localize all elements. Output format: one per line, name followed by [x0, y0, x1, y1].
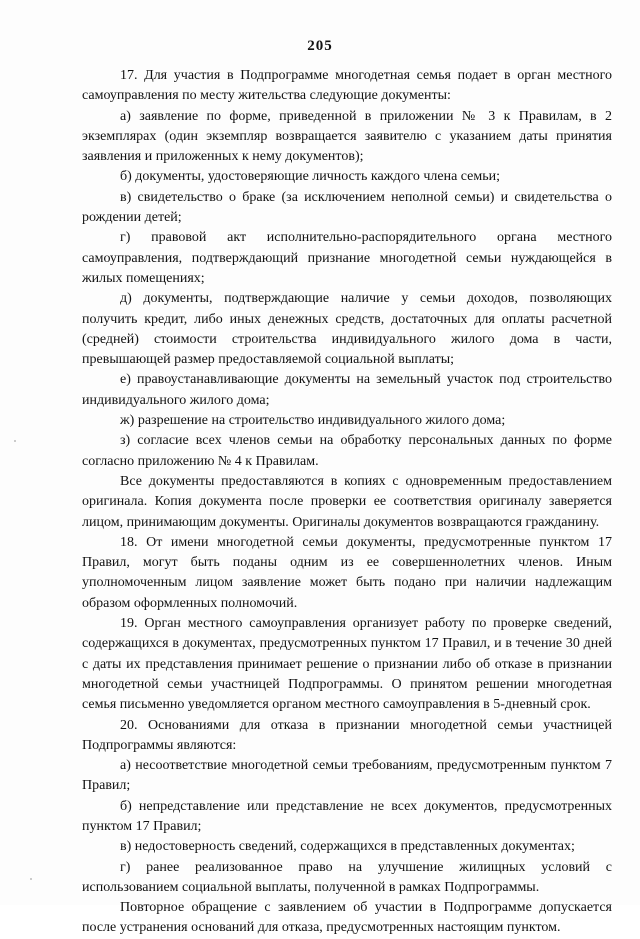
list-item-zh: ж) разрешение на строительство индивидуального жилого дома;	[120, 413, 506, 429]
paragraph-repeat-application: Повторное обращение с заявлением об участии в Подпрограмме допускается после устранения оснований для отказа, предусмотренных настоящим пунктом.	[82, 900, 612, 936]
page-number: 205	[307, 38, 333, 54]
list-item-a: а) заявление по форме, приведенной в приложении № 3 к Правилам, в 2 экземплярах (один экземпляр возвращается заявителю с указанием даты принятия заявления и приложенных к нему документов);	[82, 108, 612, 165]
refusal-item-v: в) недостоверность сведений, содержащихся в представленных документах;	[120, 839, 575, 855]
document-body	[82, 66, 612, 939]
refusal-item-a: а) несоответствие многодетной семьи требованиям, предусмотренным пунктом 7 Правил;	[82, 758, 612, 794]
list-item-d: д) документы, подтверждающие наличие у семьи доходов, позволяющих получить кредит, либо иных денежных средств, достаточных для оплаты расчетной (средней) стоимости строительства индивидуального жилого дома в части, превышающей размер предоставляемой социальной выплаты;	[82, 291, 612, 368]
scan-speck	[14, 440, 16, 442]
paragraph-copies-note: Все документы предоставляются в копиях с одновременным предоставлением оригинала. Копия документа после проверки ее соответствия оригиналу заверяется лицом, принимающим документы. Оригиналы документов возвращаются гражданину.	[82, 473, 612, 530]
list-item-e: е) правоустанавливающие документы на земельный участок под строительство индивидуального жилого дома;	[82, 372, 612, 408]
paragraph-19: 19. Орган местного самоуправления организует работу по проверке сведений, содержащихся в документах, предусмотренных пунктом 17 Правил, и в течение 30 дней с даты их представления принимает решение о признании либо об отказе в признании многодетной семьи участницей Подпрограммы. О принятом решении многодетная семья письменно уведомляется органом местного самоуправления в 5-дневный срок.	[82, 616, 612, 713]
scan-speck	[30, 878, 32, 880]
refusal-item-b: б) непредставление или представление не всех документов, предусмотренных пунктом 17 Правил;	[82, 798, 612, 834]
paragraph-20-intro: 20. Основаниями для отказа в признании многодетной семьи участницей Подпрограммы являются:	[82, 717, 612, 753]
list-item-b: б) документы, удостоверяющие личность каждого члена семьи;	[120, 169, 501, 185]
paragraph-18: 18. От имени многодетной семьи документы, предусмотренные пунктом 17 Правил, могут быть поданы одним из ее совершеннолетних членов. Иным уполномоченным лицом заявление может быть подано при наличии надлежащим образом оформленных полномочий.	[82, 534, 612, 611]
list-item-g: г) правовой акт исполнительно-распорядительного органа местного самоуправления, подтверждающий признание многодетной семьи нуждающейся в жилых помещениях;	[82, 230, 612, 286]
list-item-z: з) согласие всех членов семьи на обработку персональных данных по форме согласно приложению № 4 к Правилам.	[82, 433, 612, 469]
refusal-item-g: г) ранее реализованное право на улучшение жилищных условий с использованием социальной выплаты, полученной в рамках Подпрограммы.	[82, 859, 612, 895]
paragraph-17-intro: 17. Для участия в Подпрограмме многодетная семья подает в орган местного самоуправления по месту жительства следующие документы:	[82, 68, 612, 104]
list-item-v: в) свидетельство о браке (за исключением неполной семьи) и свидетельства о рождении детей;	[82, 189, 612, 226]
